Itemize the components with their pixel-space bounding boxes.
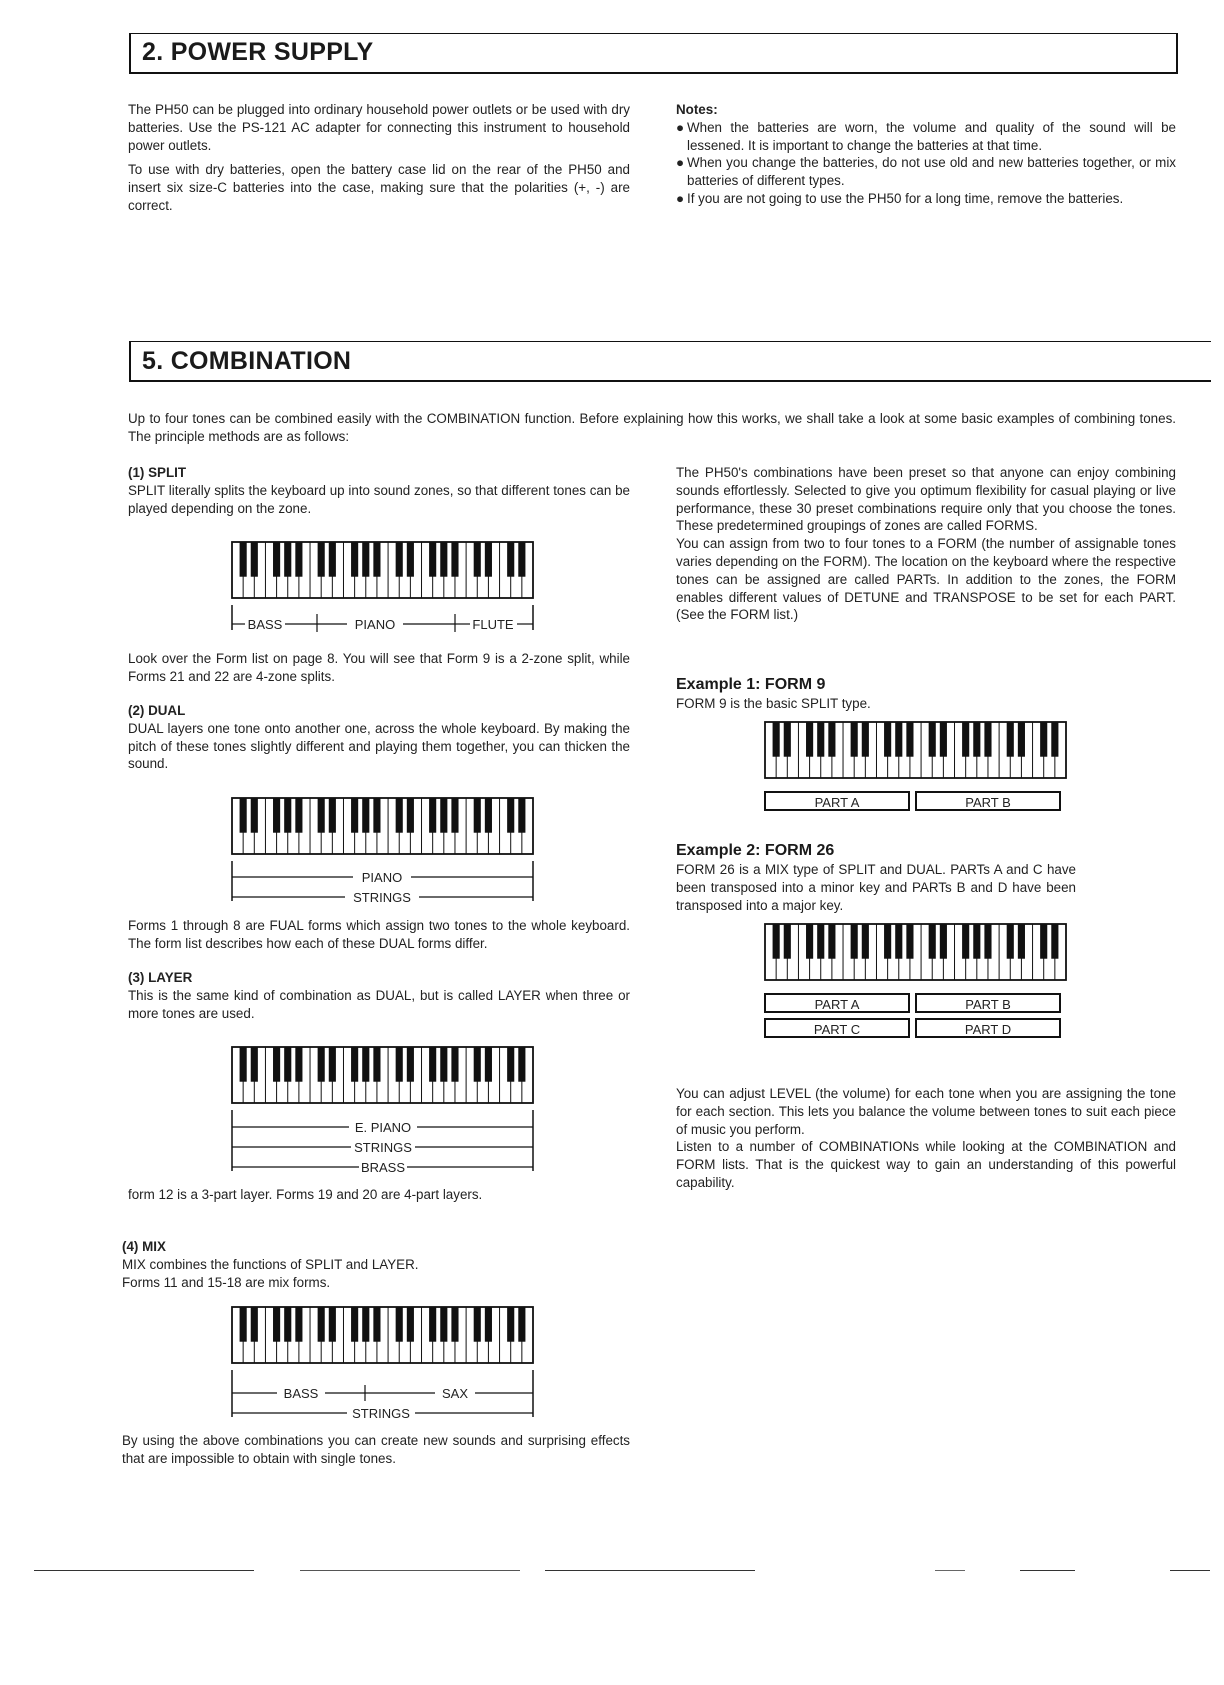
- dual-after: Forms 1 through 8 are FUAL forms which assign two tones to the whole keyboard. The form list describes how each of these DUAL forms differ.: [128, 918, 630, 951]
- mix-block: [122, 1238, 630, 1291]
- notes-heading: Notes:: [676, 102, 718, 117]
- dual-block: [128, 702, 630, 773]
- mix-label-strings: STRINGS: [352, 1406, 410, 1420]
- mix-heading: (4) MIX: [122, 1239, 166, 1254]
- combination-right-text: [676, 464, 1176, 624]
- note-item: [676, 154, 1176, 190]
- combination-closing: [676, 1085, 1176, 1192]
- keyboard-icon: [232, 1047, 533, 1103]
- footer-rule: [300, 1570, 520, 1571]
- listen-paragraph: Listen to a number of COMBINATIONs while looking at the COMBINATION and FORM lists. That is the quickest way to gain an understanding of this powerful capability.: [676, 1139, 1176, 1190]
- note-item: [676, 190, 1176, 208]
- power-supply-notes: [676, 101, 1176, 208]
- example-2-part-a: PART A: [764, 993, 910, 1013]
- bullet-icon: ●: [676, 155, 685, 171]
- example-1-heading: Example 1: FORM 9: [676, 676, 826, 693]
- mix-keyboard-diagram: [225, 1305, 545, 1420]
- power-supply-para-1: The PH50 can be plugged into ordinary household power outlets or be used with dry batteries. Use the PS-121 AC adapter for connecting this instrument to household power outlets.: [128, 102, 630, 153]
- layer-label-strings: STRINGS: [354, 1140, 412, 1155]
- split-heading: (1) SPLIT: [128, 465, 187, 480]
- note-item: [676, 119, 1176, 155]
- dual-heading: (2) DUAL: [128, 703, 186, 718]
- keyboard-icon: [232, 1307, 533, 1363]
- split-label-flute: FLUTE: [472, 617, 514, 632]
- example-1-part-b: PART B: [915, 791, 1061, 811]
- dual-keyboard-diagram: [225, 796, 545, 906]
- note-text: If you are not going to use the PH50 for a long time, remove the batteries.: [687, 190, 1124, 206]
- example-1-keyboard: [758, 720, 1078, 790]
- split-keyboard-diagram: [225, 540, 545, 640]
- footer-rule: [34, 1570, 254, 1571]
- dual-label-piano: PIANO: [361, 870, 403, 885]
- split-text: SPLIT literally splits the keyboard up into sound zones, so that different tones can be played depending on the zone.: [128, 482, 630, 516]
- bullet-icon: ●: [676, 190, 685, 206]
- footer-rule: [545, 1570, 755, 1571]
- example-2-part-b: PART B: [915, 993, 1061, 1013]
- power-supply-left-column: [128, 101, 630, 215]
- power-supply-para-2: To use with dry batteries, open the battery case lid on the rear of the PH50 and insert six size-C batteries into the case, making sure that the polarities (+, -) are correct.: [128, 162, 630, 213]
- split-after: Look over the Form list on page 8. You will see that Form 9 is a 2-zone split, while Forms 21 and 22 are 4-zone splits.: [128, 651, 630, 684]
- keyboard-icon: [765, 924, 1066, 980]
- footer-rule: [1020, 1570, 1075, 1571]
- bullet-icon: ●: [676, 119, 685, 135]
- layer-after: form 12 is a 3-part layer. Forms 19 and 20 are 4-part layers.: [128, 1187, 483, 1202]
- forms-paragraph: The PH50's combinations have been preset so that anyone can enjoy combining sounds effortlessly. Selected to give you optimum flexibility for casual playing or live performance, these 30 preset combinations require only that you choose the tones. These predetermined groupings of zones are called FORMS.: [676, 465, 1176, 534]
- mix-after: By using the above combinations you can create new sounds and surprising effects that are impossible to obtain with single tones.: [122, 1433, 630, 1466]
- example-2-part-d: PART D: [915, 1018, 1061, 1038]
- dual-label-strings: STRINGS: [353, 890, 411, 905]
- keyboard-icon: [232, 542, 533, 598]
- layer-label-e-piano: E. PIANO: [354, 1120, 412, 1135]
- split-label-piano: PIANO: [354, 617, 396, 632]
- note-text: When you change the batteries, do not use old and new batteries together, or mix batteries of different types.: [687, 155, 1176, 189]
- keyboard-icon: [765, 722, 1066, 778]
- split-label-bass: BASS: [247, 617, 283, 632]
- example-1-part-a: PART A: [764, 791, 910, 811]
- mix-text-2: Forms 11 and 15-18 are mix forms.: [122, 1274, 331, 1290]
- parts-paragraph: You can assign from two to four tones to a FORM (the number of assignable tones varies depending on the FORM). The location on the keyboard where the respective tones can be assigned are called PARTs. In addition to the zones, the FORM enables different values of DETUNE and TRANSPOSE to be set for each PART. (See the FORM list.): [676, 536, 1176, 623]
- example-2-text: FORM 26 is a MIX type of SPLIT and DUAL. PARTs A and C have been transposed into a minor key and PARTs B and D have been transposed into a major key.: [676, 862, 1076, 913]
- layer-heading: (3) LAYER: [128, 970, 193, 985]
- layer-text: This is the same kind of combination as DUAL, but is called LAYER when three or more tones are used.: [128, 987, 630, 1021]
- layer-block: [128, 969, 630, 1022]
- example-1-text: FORM 9 is the basic SPLIT type.: [676, 696, 871, 711]
- mix-text-1: MIX combines the functions of SPLIT and LAYER.: [122, 1256, 419, 1272]
- example-2-keyboard: [758, 922, 1078, 992]
- combination-title: 5. COMBINATION: [142, 347, 352, 375]
- level-paragraph: You can adjust LEVEL (the volume) for each tone when you are assigning the tone for each section. This lets you balance the volume between tones to suit each piece of music you perform.: [676, 1086, 1176, 1137]
- dual-text: DUAL layers one tone onto another one, across the whole keyboard. By making the pitch of these tones slightly different and playing them together, you can thicken the sound.: [128, 720, 630, 772]
- example-2-part-c: PART C: [764, 1018, 910, 1038]
- mix-label-sax: SAX: [441, 1386, 469, 1401]
- power-supply-title: 2. POWER SUPPLY: [142, 38, 374, 66]
- note-text: When the batteries are worn, the volume and quality of the sound will be lessened. It is important to change the batteries at that time.: [687, 119, 1176, 153]
- layer-keyboard-diagram: [225, 1045, 545, 1175]
- example-2-heading: Example 2: FORM 26: [676, 842, 835, 859]
- footer-rule: [1170, 1570, 1210, 1571]
- layer-label-brass: BRASS: [360, 1160, 406, 1175]
- mix-label-bass: BASS: [283, 1386, 319, 1401]
- keyboard-icon: [232, 798, 533, 854]
- footer-rule: [935, 1570, 965, 1571]
- split-block: [128, 464, 630, 517]
- combination-intro: Up to four tones can be combined easily with the COMBINATION function. Before explaining how this works, we shall take a look at some basic examples of combining tones. The principle methods are as follows:: [128, 411, 1176, 444]
